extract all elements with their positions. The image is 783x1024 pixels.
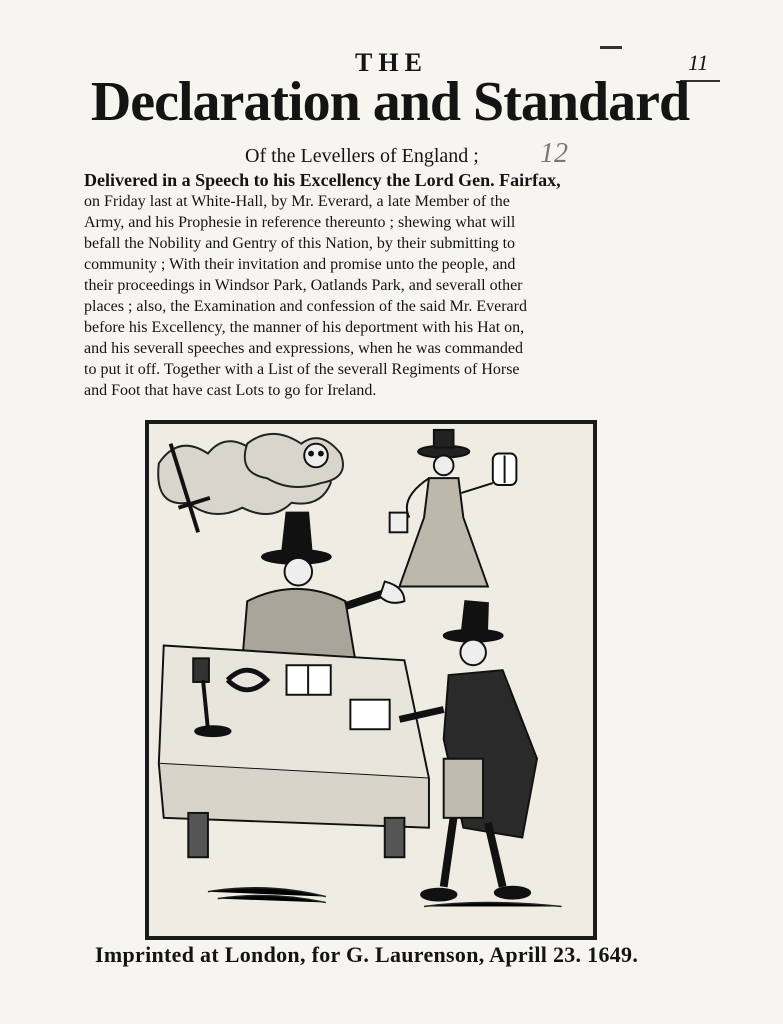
body-line: places ; also, the Examination and confession of the said Mr. Everard <box>84 298 527 315</box>
subtitle: Of the Levellers of England ; <box>245 145 479 167</box>
title-article: THE <box>355 48 428 77</box>
table-shape <box>159 646 429 858</box>
body-line: community ; With their invitation and promise unto the people, and <box>84 256 516 273</box>
manuscript-mark: 12 <box>540 138 568 169</box>
body-line: and Foot that have cast Lots to go for Ireland. <box>84 382 377 399</box>
seated-general-figure <box>242 513 404 661</box>
body-line: Army, and his Prophesie in reference thereunto ; shewing what will <box>84 214 516 231</box>
body-line: and his severall speeches and expressions, when he was commanded <box>84 340 523 357</box>
page-title: Declaration and Standard <box>90 71 690 133</box>
woodcut-drawing <box>149 424 593 936</box>
page-number: 11 <box>688 50 709 75</box>
ink-stroke-mark <box>600 46 622 49</box>
body-line: on Friday last at White-Hall, by Mr. Everard, a late Member of the <box>84 193 510 210</box>
body-line: before his Excellency, the manner of his deportment with his Hat on, <box>84 319 525 336</box>
body-line: befall the Nobility and Gentry of this Nation, by their submitting to <box>84 235 516 252</box>
skull-icon <box>304 444 328 468</box>
title-description <box>84 170 684 401</box>
imprint-line: Imprinted at London, for G. Laurenson, Aprill 23. 1649. <box>95 942 639 967</box>
body-line: their proceedings in Windsor Park, Oatlands Park, and severall other <box>84 277 523 294</box>
body-line: to put it off. Together with a List of the severall Regiments of Horse <box>84 361 520 378</box>
woodcut-illustration <box>145 420 597 940</box>
woman-figure <box>390 430 517 587</box>
body-line: Delivered in a Speech to his Excellency the Lord Gen. Fairfax, <box>84 170 561 190</box>
